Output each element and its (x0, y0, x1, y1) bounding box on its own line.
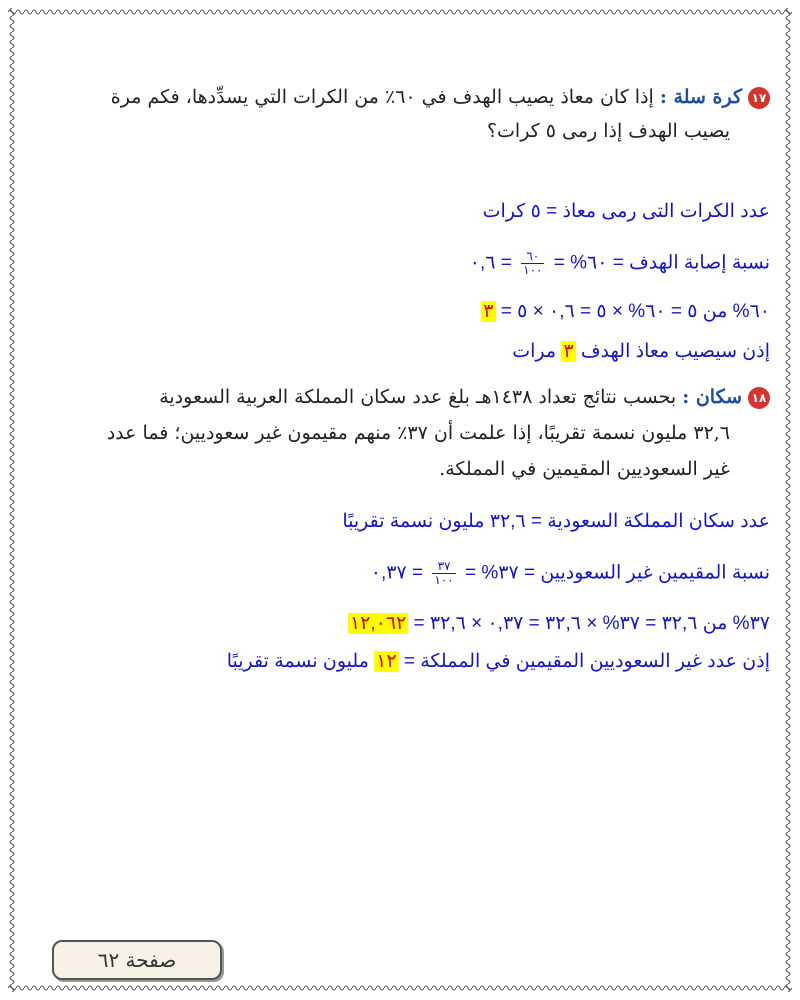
problem-18-line-3 (439, 458, 730, 480)
solution-18-line-4 (227, 650, 770, 673)
solution-18-line-2 (371, 560, 770, 587)
problem-title: سكان : (682, 386, 742, 408)
problem-text: إذا كان معاذ يصيب الهدف في ٦٠٪ من الكرات التي يسدِّدها، فكم مرة (110, 86, 654, 108)
solution-text: إذن سيصيب معاذ الهدف (580, 341, 770, 362)
solution-text: عدد الكرات التى رمى معاذ = ٥ كرات (482, 201, 770, 222)
solution-text: نسبة إصابة الهدف = ٦٠% = (553, 252, 770, 274)
page-number-label: صفحة ٦٢ (52, 940, 222, 980)
solution-17-line-2 (470, 250, 770, 277)
solution-text: = ٠,٦ (469, 252, 512, 274)
solution-text: ٣٧% من ٣٢,٦ = ٣٧% × ٣٢,٦ = ٠,٣٧ × ٣٢,٦ = (413, 613, 770, 634)
solution-text: مرات (512, 341, 557, 362)
problem-17-line-2 (487, 120, 730, 142)
highlighted-answer: ٣ (483, 301, 494, 322)
problem-text: غير السعوديين المقيمين في المملكة. (439, 458, 730, 480)
fraction-denominator: ١٠٠ (434, 573, 454, 587)
problem-number-badge: ١٨ (748, 387, 770, 409)
fraction-denominator: ١٠٠ (523, 263, 543, 277)
page-content (40, 0, 770, 1000)
fraction-numerator: ٣٧ (432, 560, 455, 574)
problem-title: كرة سلة : (659, 86, 742, 108)
solution-text: = ٠,٣٧ (370, 562, 424, 584)
fraction-numerator: ٦٠ (521, 250, 544, 264)
problem-text: بحسب نتائج تعداد ١٤٣٨هـ بلغ عدد سكان المملكة العربية السعودية (159, 386, 677, 408)
solution-17-line-4 (512, 340, 770, 363)
problem-text: يصيب الهدف إذا رمى ٥ كرات؟ (486, 120, 730, 142)
highlighted-answer: ١٢ (376, 651, 397, 672)
highlighted-answer: ٣ (563, 341, 574, 362)
solution-text: إذن عدد غير السعوديين المقيمين في المملكة = (403, 651, 770, 672)
solution-17-line-1 (483, 200, 770, 223)
problem-17-line-1 (111, 86, 770, 109)
problem-18-line-2 (107, 422, 730, 444)
solution-text: عدد سكان المملكة السعودية = ٣٢,٦ مليون نسمة تقريبًا (342, 511, 770, 532)
solution-text: نسبة المقيمين غير السعوديين = ٣٧% = (464, 562, 770, 584)
solution-text: مليون نسمة تقريبًا (226, 651, 369, 672)
solution-17-line-3 (481, 300, 770, 323)
fraction (432, 560, 455, 587)
solution-text: ٦٠% من ٥ = ٦٠% × ٥ = ٠,٦ × ٥ = (500, 301, 770, 322)
problem-18-line-1 (159, 386, 770, 409)
fraction (521, 250, 544, 277)
problem-text: ٣٢,٦ مليون نسمة تقريبًا، إذا علمت أن ٣٧٪ منهم مقيمون غير سعوديين؛ فما عدد (106, 422, 730, 444)
highlighted-answer: ١٢,٠٦٢ (349, 613, 407, 634)
problem-number-badge: ١٧ (748, 87, 770, 109)
solution-18-line-1 (342, 510, 770, 533)
solution-18-line-3 (348, 612, 770, 635)
